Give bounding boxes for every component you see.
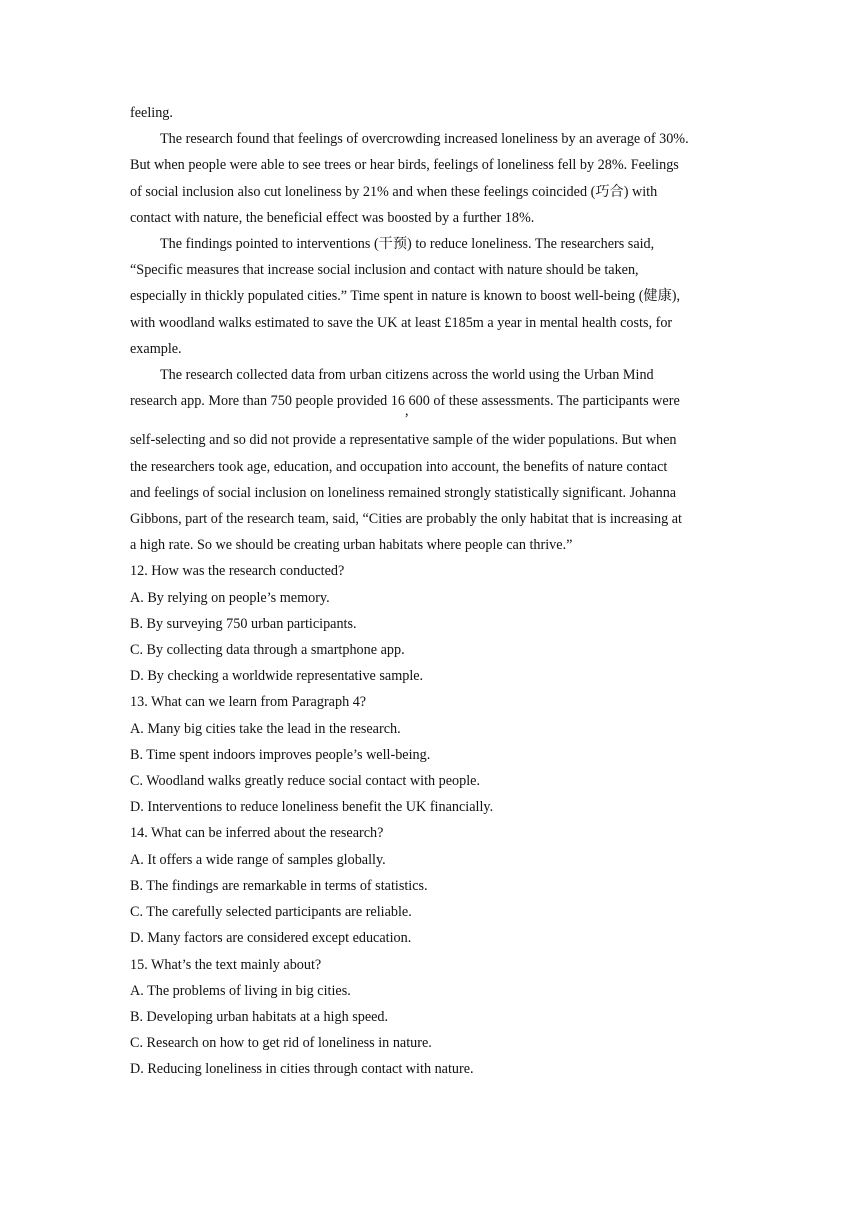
line-gap [130,414,724,427]
answer-option: C. Woodland walks greatly reduce social contact with people. [130,773,481,790]
answer-option: A. It offers a wide range of samples globally. [130,851,386,868]
text-line [130,388,724,420]
answer-option: D. Reducing loneliness in cities through contact with nature. [130,1061,474,1078]
answer-option: D. By checking a worldwide representative sample. [130,668,424,685]
question-13 [130,689,724,820]
text-segment: research app. More than 750 people provided 16 [130,393,405,410]
answer-option: D. Many factors are considered except education. [130,930,412,947]
question-stem: 15. What’s the text mainly about? [130,956,322,973]
text-line: contact with nature, the beneficial effect was boosted by a further 18%. [130,209,535,226]
paragraph-3 [130,231,724,362]
text-line: the researchers took age, education, and occupation into account, the benefits of nature contact [130,458,668,475]
text-line: and feelings of social inclusion on loneliness remained strongly statistically significant. Johanna [130,484,677,501]
question-12 [130,558,724,689]
text-line: Gibbons, part of the research team, said, “Cities are probably the only habitat that is increasing at [130,511,682,528]
text-line: But when people were able to see trees or hear birds, feelings of loneliness fell by 28%. Feelings [130,157,679,174]
answer-option: D. Interventions to reduce loneliness benefit the UK financially. [130,799,494,816]
answer-option: A. By relying on people’s memory. [130,589,330,606]
text-line: of social inclusion also cut loneliness by 21% and when these feelings coincided (巧合) with [130,183,658,200]
answer-option: A. The problems of living in big cities. [130,982,351,999]
text-line: feeling. [130,105,173,121]
question-stem: 14. What can be inferred about the research? [130,825,384,842]
question-stem: 12. How was the research conducted? [130,563,345,580]
text-line: a high rate. So we should be creating urban habitats where people can thrive.” [130,537,573,554]
text-line: with woodland walks estimated to save the UK at least £185m a year in mental health costs, for [130,314,673,331]
text-line: “Specific measures that increase social inclusion and contact with nature should be taken, [130,262,639,279]
question-14 [130,820,724,951]
document-page [130,100,724,1083]
text-line: The research collected data from urban citizens across the world using the Urban Mind [160,367,654,384]
text-line: The research found that feelings of overcrowding increased loneliness by an average of 30%. [160,131,689,148]
question-15 [130,952,724,1083]
paragraph-2 [130,126,724,231]
answer-option: B. The findings are remarkable in terms of statistics. [130,877,428,894]
answer-option: B. Time spent indoors improves people’s well-being. [130,746,431,763]
answer-option: C. By collecting data through a smartphone app. [130,642,405,659]
text-segment: 600 of these assessments. The participants were [408,393,680,410]
text-line: The findings pointed to interventions (干预) to reduce loneliness. The researchers said, [160,236,655,253]
answer-option: B. Developing urban habitats at a high speed. [130,1008,389,1025]
text-line: especially in thickly populated cities.” Time spent in nature is known to boost well-being (健康), [130,288,681,305]
answer-option: A. Many big cities take the lead in the research. [130,720,401,737]
thousands-separator: , [405,403,409,420]
text-line: example. [130,340,182,357]
text-line: self-selecting and so did not provide a representative sample of the wider populations. But when [130,432,677,449]
answer-option: B. By surveying 750 urban participants. [130,615,357,632]
answer-option: C. The carefully selected participants are reliable. [130,904,412,921]
question-stem: 13. What can we learn from Paragraph 4? [130,694,367,711]
paragraph-4 [130,362,724,558]
answer-option: C. Research on how to get rid of loneliness in nature. [130,1035,432,1052]
paragraph-1 [130,100,724,126]
